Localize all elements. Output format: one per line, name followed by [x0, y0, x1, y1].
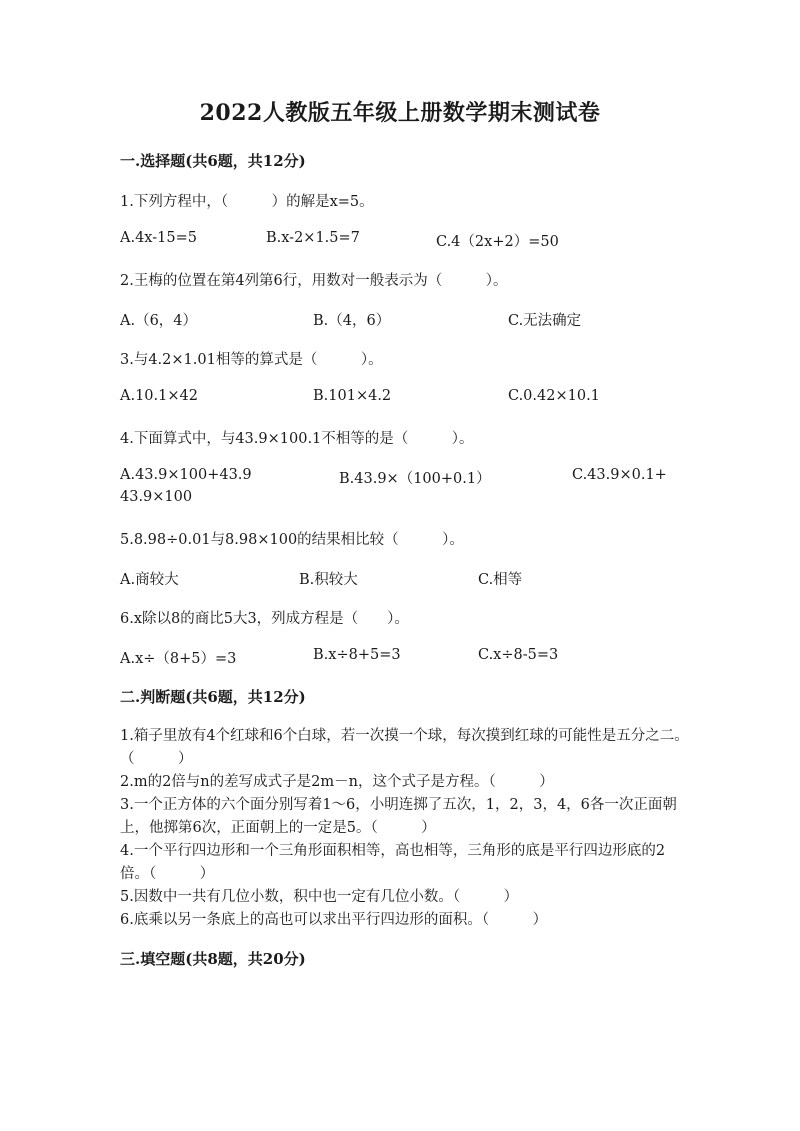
section-heading-choice: 一.选择题(共6题，共12分)	[120, 152, 306, 170]
option-c-continued: 43.9×100	[120, 489, 193, 505]
judge-item: 4.一个平行四边形和一个三角形面积相等，高也相等，三角形的底是平行四边形底的2倍。（ ）	[120, 843, 666, 882]
option-b: B.43.9×（100+0.1）	[339, 471, 491, 487]
question-stem: 2.王梅的位置在第4列第6行，用数对一般表示为（ ）。	[120, 273, 508, 289]
page-title: 2022人教版五年级上册数学期末测试卷	[199, 100, 601, 126]
option-b: B.（4，6）	[313, 313, 391, 329]
option-c: C.x÷8-5=3	[478, 647, 559, 663]
section-heading-fill: 三.填空题(共8题，共20分)	[120, 950, 306, 968]
option-c: C.43.9×0.1+	[572, 467, 667, 483]
question-stem: 3.与4.2×1.01相等的算式是（ ）。	[120, 352, 383, 368]
option-c: C.4（2x+2）=50	[436, 234, 559, 250]
option-a: A.43.9×100+43.9	[120, 467, 252, 483]
judge-item: 2.m的2倍与n的差写成式子是2m－n，这个式子是方程。（ ）	[120, 774, 554, 790]
judge-item: 5.因数中一共有几位小数，积中也一定有几位小数。（ ）	[120, 889, 519, 905]
judge-item: 6.底乘以另一条底上的高也可以求出平行四边形的面积。（ ）	[120, 912, 548, 928]
option-b: B.x-2×1.5=7	[266, 230, 360, 246]
question-stem: 1.下列方程中，（ ）的解是x=5。	[120, 194, 374, 210]
judge-item: 3.一个正方体的六个面分别写着1～6，小明连掷了五次，1，2，3，4，6各一次正面朝上，他掷第6次，正面朝上的一定是5。（ ）	[120, 797, 677, 836]
option-a: A.4x-15=5	[120, 230, 197, 246]
judge-item: 1.箱子里放有4个红球和6个白球，若一次摸一个球，每次摸到红球的可能性是五分之二。（ ）	[120, 728, 689, 767]
option-a: A.（6，4）	[120, 313, 198, 329]
option-a: A.10.1×42	[120, 388, 198, 404]
section-heading-judge: 二.判断题(共6题，共12分)	[120, 688, 306, 706]
option-a: A.商较大	[120, 572, 179, 588]
option-b: B.积较大	[299, 572, 358, 588]
question-stem: 5.8.98÷0.01与8.98×100的结果相比较（ ）。	[120, 532, 464, 548]
option-c: C.0.42×10.1	[508, 388, 600, 404]
option-c: C.相等	[478, 572, 523, 588]
option-b: B.101×4.2	[313, 388, 392, 404]
option-a: A.x÷（8+5）=3	[120, 651, 237, 667]
option-b: B.x÷8+5=3	[313, 647, 401, 663]
question-stem: 4.下面算式中，与43.9×100.1不相等的是（ ）。	[120, 431, 474, 447]
question-stem: 6.x除以8的商比5大3，列成方程是（ ）。	[120, 611, 409, 627]
option-c: C.无法确定	[508, 313, 582, 329]
